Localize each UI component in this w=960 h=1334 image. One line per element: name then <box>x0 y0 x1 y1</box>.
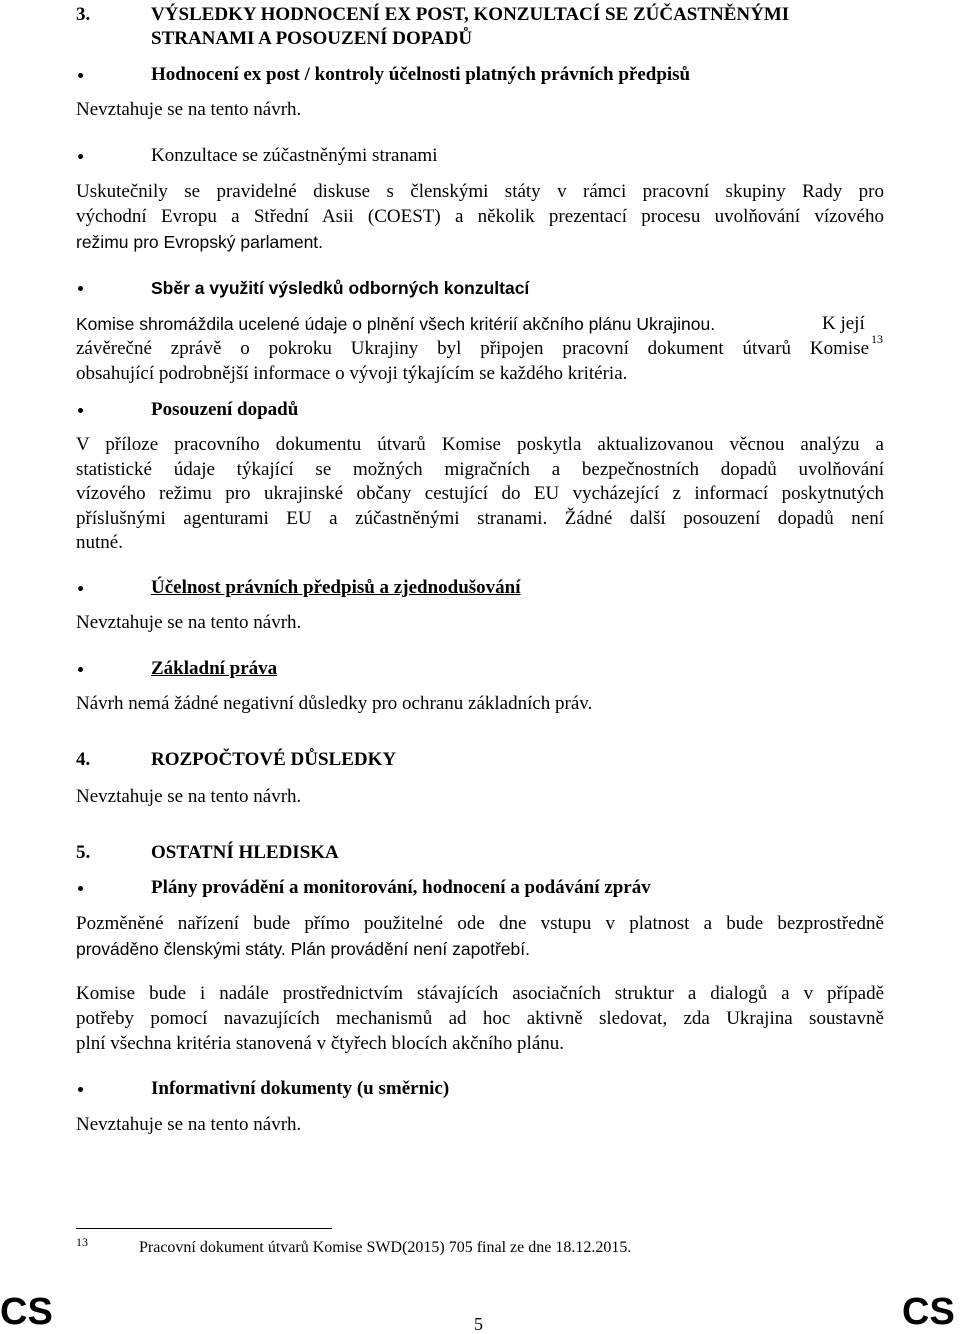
bullet-icon <box>78 886 83 891</box>
footnote-text: Pracovní dokument útvarů Komise SWD(2015) 705 final ze dne 18.12.2015. <box>139 1239 632 1256</box>
bullet-icon <box>78 1087 83 1092</box>
commission-line-1: Komise bude i nadále prostřednictvím stávajících asociačních struktur a dialogů a v případě <box>76 983 884 1004</box>
section-5-number: 5. <box>76 842 91 863</box>
footer-language-right: CS <box>902 1291 955 1333</box>
bullet-icon <box>78 154 83 159</box>
section-3-title-line1: VÝSLEDKY HODNOCENÍ EX POST, KONZULTACÍ SE ZÚČASTNĚNÝMI <box>151 4 790 25</box>
efficiency-text: Nevztahuje se na tento návrh. <box>76 612 302 633</box>
expert-line-3: obsahující podrobnější informace o vývoji týkajícím se každého kritéria. <box>76 363 628 384</box>
page-number: 5 <box>474 1314 483 1334</box>
plans-line-2: prováděno členskými státy. Plán provádění není zapotřebí. <box>76 939 530 959</box>
impact-heading: Posouzení dopadů <box>151 399 299 420</box>
section-4-title: ROZPOČTOVÉ DŮSLEDKY <box>151 749 397 770</box>
ex-post-text: Nevztahuje se na tento návrh. <box>76 99 302 120</box>
plans-line-1: Pozměněné nařízení bude přímo použitelné ode dne vstupu v platnost a bude bezprostředně <box>76 913 884 934</box>
expert-line-1-end: K její <box>822 313 865 334</box>
bullet-icon <box>78 73 83 78</box>
section-3-title-line2: STRANAMI A POSOUZENÍ DOPADŮ <box>151 28 473 49</box>
expert-line-1: Komise shromáždila ucelené údaje o plnění všech kritérií akčního plánu Ukrajinou. <box>76 314 716 334</box>
section-3-number: 3. <box>76 4 91 25</box>
ex-post-heading: Hodnocení ex post / kontroly účelnosti platných právních předpisů <box>151 64 691 85</box>
footnote-number: 13 <box>76 1235 88 1249</box>
docs-text: Nevztahuje se na tento návrh. <box>76 1114 302 1135</box>
impact-line-3: vízového režimu pro ukrajinské občany cestující do EU vycházející z informací poskytnutých <box>76 483 884 504</box>
consult-line-2: východní Evropu a Střední Asii (COEST) a několik prezentací procesu uvolňování vízového <box>76 206 884 227</box>
footnote-rule <box>76 1228 332 1229</box>
bullet-icon <box>78 586 83 591</box>
consult-line-3: režimu pro Evropský parlament. <box>76 232 324 252</box>
rights-text: Návrh nemá žádné negativní důsledky pro ochranu základních práv. <box>76 693 593 714</box>
consult-heading: Konzultace se zúčastněnými stranami <box>151 145 438 166</box>
bullet-icon <box>78 408 83 413</box>
commission-line-2: potřeby pomocí navazujících mechanismů ad hoc aktivně sledovat, zda Ukrajina soustavně <box>76 1008 884 1029</box>
expert-heading: Sběr a využití výsledků odborných konzultací <box>151 278 530 298</box>
rights-heading: Základní práva <box>151 658 278 679</box>
efficiency-heading: Účelnost právních předpisů a zjednodušování <box>151 577 521 598</box>
consult-line-1: Uskutečnily se pravidelné diskuse s členskými státy v rámci pracovní skupiny Rady pro <box>76 181 884 202</box>
expert-line-2: závěrečné zprávě o pokroku Ukrajiny byl připojen pracovní dokument útvarů Komise <box>76 338 869 359</box>
footnote-ref: 13 <box>871 332 883 346</box>
bullet-icon <box>78 286 83 291</box>
section-4-text: Nevztahuje se na tento návrh. <box>76 786 302 807</box>
impact-line-2: statistické údaje týkající se možných migračních a bezpečnostních dopadů uvolňování <box>76 459 884 480</box>
section-4-number: 4. <box>76 749 91 770</box>
plans-heading: Plány provádění a monitorování, hodnocení a podávání zpráv <box>151 877 651 898</box>
docs-heading: Informativní dokumenty (u směrnic) <box>151 1078 450 1099</box>
bullet-icon <box>78 667 83 672</box>
section-5-title: OSTATNÍ HLEDISKA <box>151 842 339 863</box>
impact-line-5: nutné. <box>76 532 123 553</box>
impact-line-4: příslušnými agenturami EU a zúčastněnými stranami. Žádné další posouzení dopadů není <box>76 508 884 529</box>
commission-line-3: plní všechna kritéria stanovená v čtyřech blocích akčního plánu. <box>76 1033 565 1054</box>
impact-line-1: V příloze pracovního dokumentu útvarů Komise poskytla aktualizovanou věcnou analýzu a <box>76 434 884 455</box>
footer-language-left: CS <box>0 1291 53 1333</box>
